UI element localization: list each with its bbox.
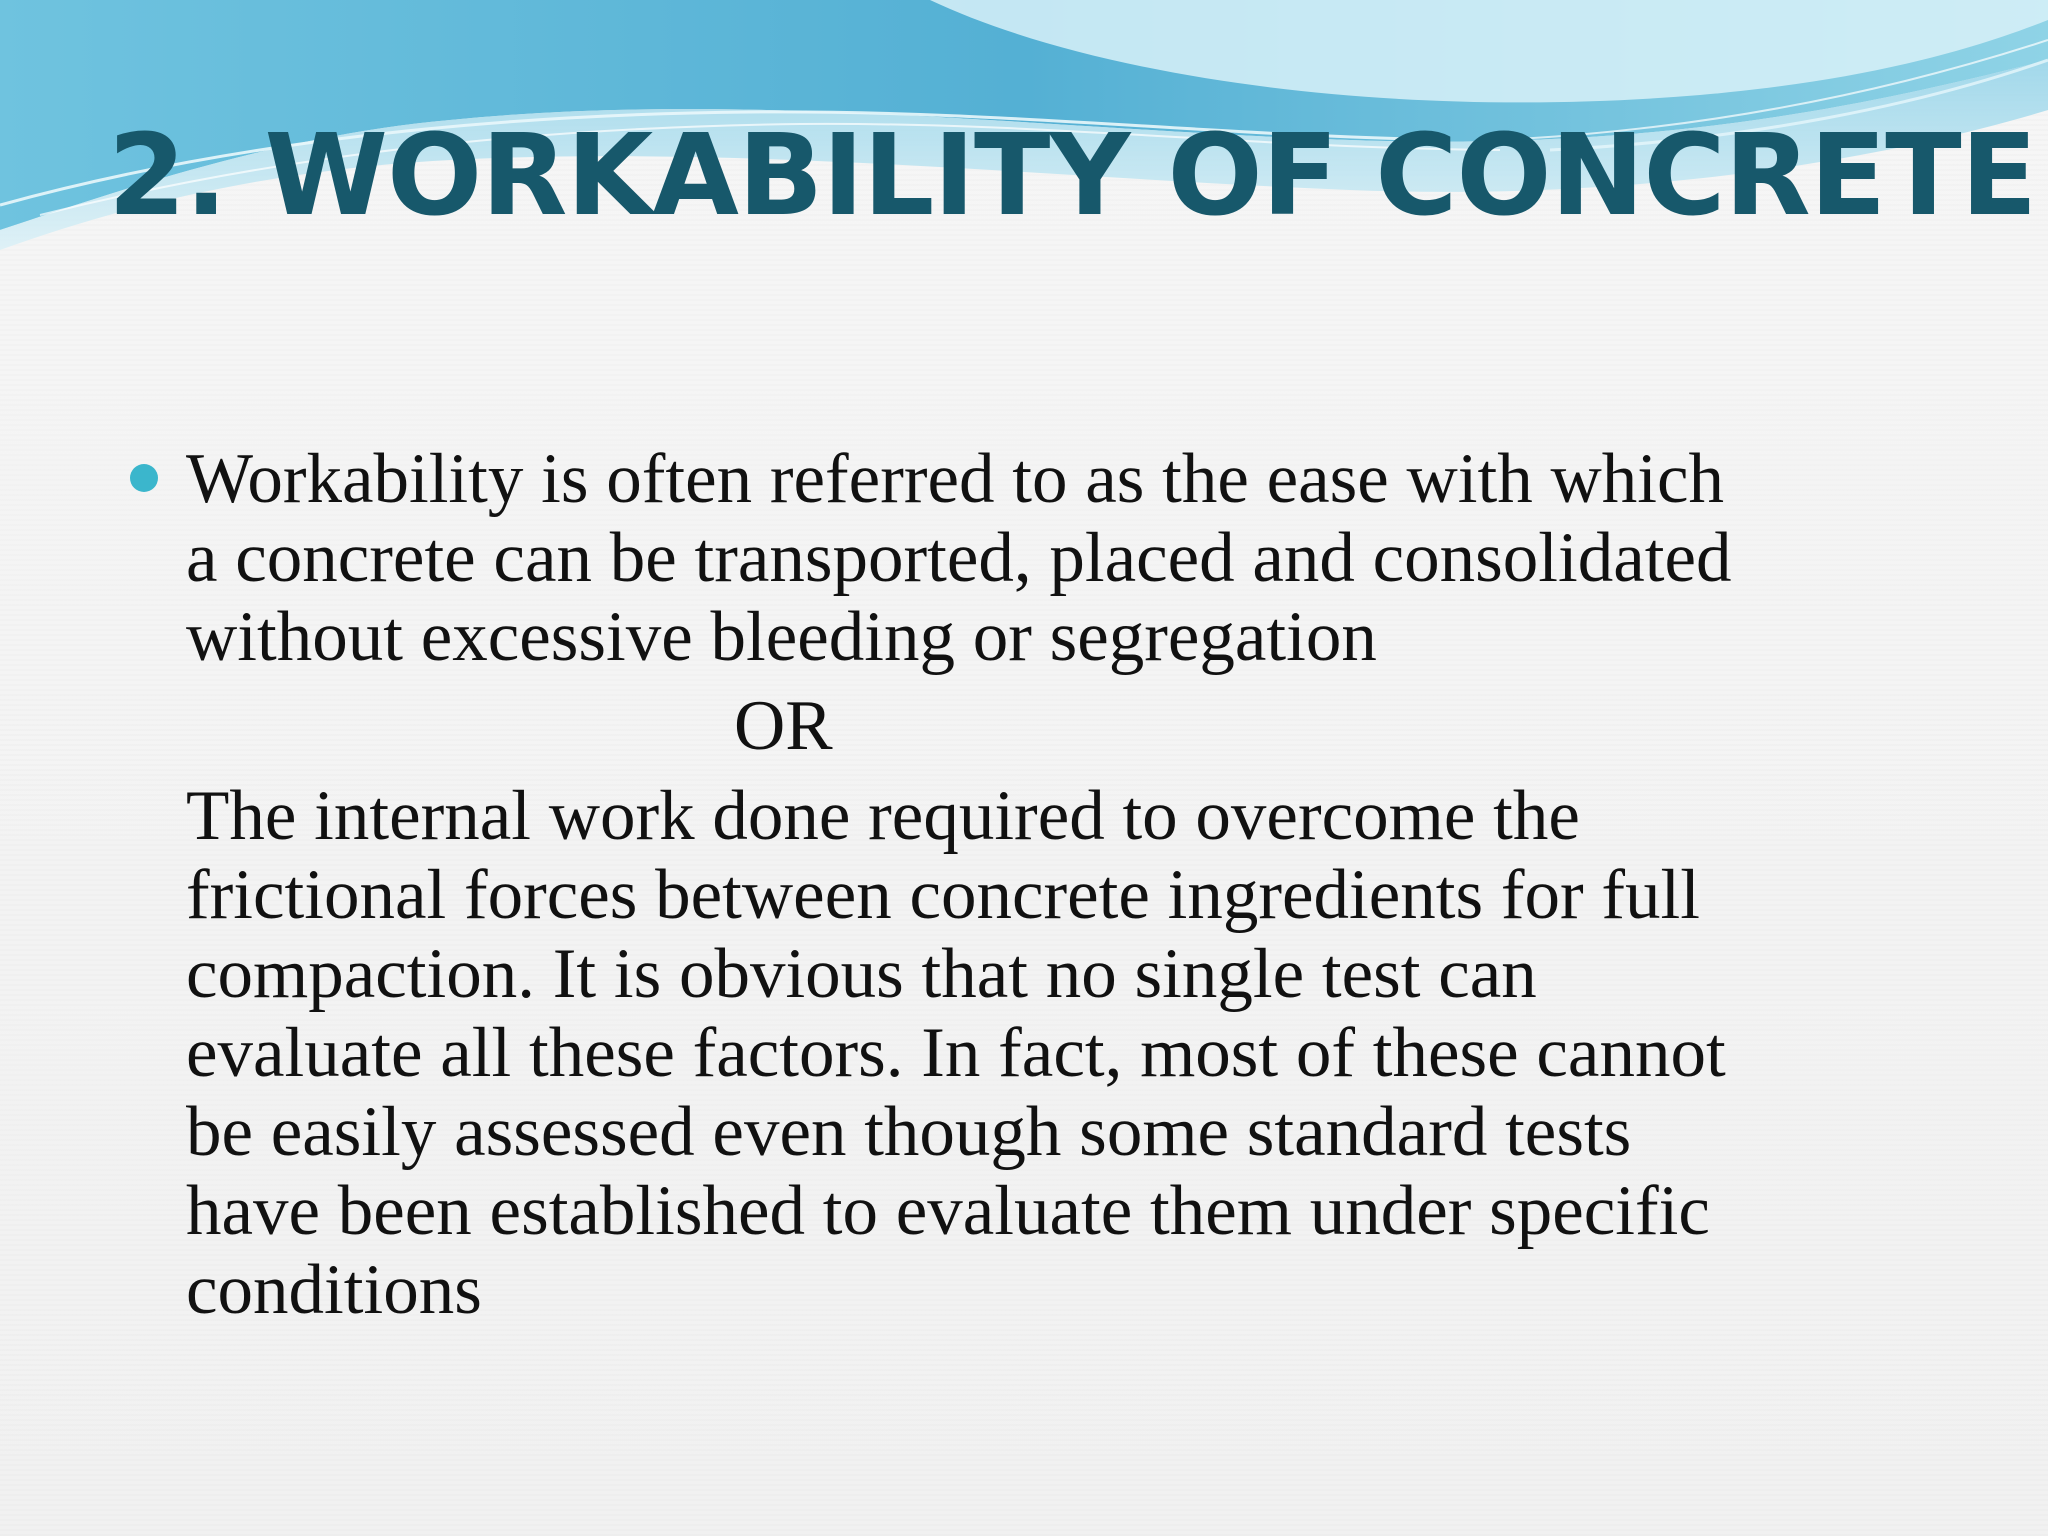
or-separator: OR xyxy=(734,687,833,765)
bullet-text: Workability is often referred to as the ease with which a concrete can be transported, placed and consolidated without excessive bleeding or segregation xyxy=(186,440,1732,676)
slide-title: 2. WORKABILITY OF CONCRETE xyxy=(108,111,2037,241)
dot-bullet-icon xyxy=(130,464,158,492)
bullet-item xyxy=(130,440,1990,677)
slide-body xyxy=(130,440,1990,1330)
second-paragraph: The internal work done required to overcome the frictional forces between concrete ingredients for full compaction. It is obvious that no single test can evaluate all these factors. In fact, most of these cannot be easily assessed even though some standard tests have been established to evaluate them under specific conditions xyxy=(186,777,1726,1329)
